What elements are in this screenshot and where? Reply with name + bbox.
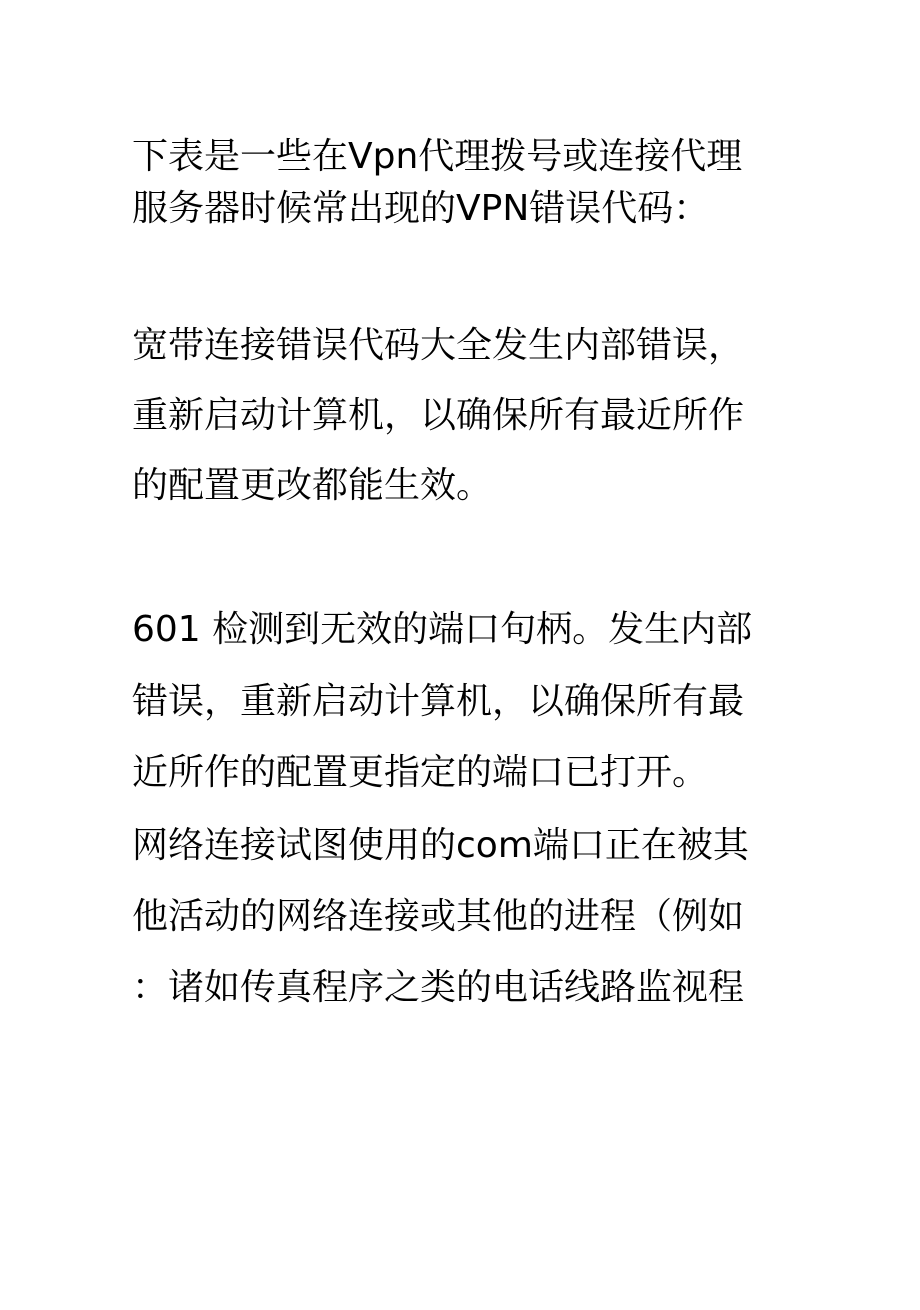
paragraph-3-line-4: 网络连接试图使用的com端口正在被其 [132, 825, 749, 866]
paragraph-3-line-2: 错误，重新启动计算机，以确保所有最 [132, 681, 745, 722]
paragraph-2-line-2: 重新启动计算机，以确保所有最近所作 [132, 395, 745, 436]
paragraph-2-line-3: 的配置更改都能生效。 [132, 465, 493, 506]
paragraph-3-line-6: ：诸如传真程序之类的电话线路监视程 [132, 967, 745, 1008]
paragraph-1-line-2: 服务器时候常出现的VPN错误代码： [132, 188, 710, 229]
paragraph-3-line-1: 601 检测到无效的端口句柄。发生内部 [132, 609, 753, 650]
paragraph-3-line-5: 他活动的网络连接或其他的进程（例如 [132, 896, 745, 937]
paragraph-2-line-1: 宽带连接错误代码大全发生内部错误， [132, 325, 745, 366]
paragraph-1-line-1: 下表是一些在Vpn代理拨号或连接代理 [132, 136, 743, 177]
paragraph-3-line-3: 近所作的配置更指定的端口已打开。 [132, 752, 709, 793]
